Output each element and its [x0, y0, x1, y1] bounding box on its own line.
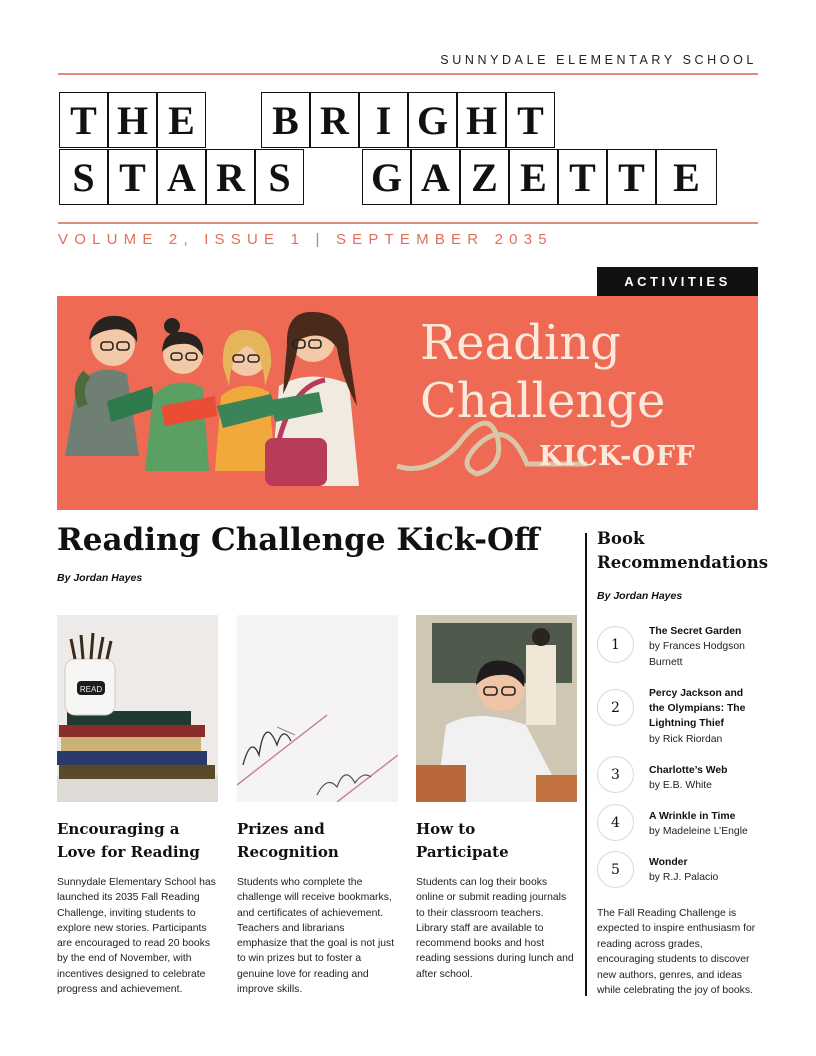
- sidebar-title-line: Recommendations: [597, 553, 769, 572]
- students-reading-illustration: [57, 296, 387, 510]
- masthead-letter: Z: [460, 149, 509, 205]
- column-title-participate: [416, 818, 586, 864]
- masthead-letter: E: [509, 149, 558, 205]
- section-tag: ACTIVITIES: [597, 267, 758, 296]
- book-title: Wonder: [649, 857, 688, 868]
- book-title: The Secret Garden: [649, 626, 742, 637]
- book-number: 5: [597, 851, 634, 888]
- book-title: Percy Jackson and the Olympians: The Lightning Thief: [649, 688, 746, 729]
- masthead-letter: I: [359, 92, 408, 148]
- sidebar-divider: [585, 533, 587, 996]
- photo-student: [416, 615, 577, 802]
- masthead: [0, 0, 816, 210]
- book-title: A Wrinkle in Time: [649, 811, 736, 822]
- masthead-letter: T: [108, 149, 157, 205]
- masthead-letter: T: [506, 92, 555, 148]
- sidebar-title-line: Book: [597, 529, 645, 548]
- article-title: Reading Challenge Kick-Off: [57, 522, 540, 558]
- column-title-line: Love for Reading: [57, 843, 200, 861]
- column-text-prizes: Students who complete the challenge will receive bookmarks, and certificates of achievement. Teachers and librarians emphasize that the goal is not just to win prizes but to foster a genuine love for reading and improve skills.: [237, 877, 395, 996]
- masthead-letter: H: [457, 92, 506, 148]
- hero-title-line2: Challenge: [420, 373, 666, 429]
- masthead-letter: T: [558, 149, 607, 205]
- masthead-letter: G: [362, 149, 411, 205]
- article-byline: By Jordan Hayes: [57, 572, 143, 584]
- hero-subtitle: KICK-OFF: [539, 441, 696, 472]
- hero-title: [420, 314, 665, 430]
- school-name: SUNNYDALE ELEMENTARY SCHOOL: [440, 53, 757, 67]
- masthead-letter: H: [108, 92, 157, 148]
- jar-label: READ: [79, 685, 103, 694]
- masthead-letter: E: [656, 149, 717, 205]
- book-number: 4: [597, 804, 634, 841]
- books-jar-image: [57, 615, 218, 802]
- book-author: by Rick Riordan: [649, 734, 723, 745]
- masthead-letter: T: [607, 149, 656, 205]
- hero-banner: [57, 296, 758, 510]
- masthead-letter: S: [255, 149, 304, 205]
- student-image: [416, 615, 577, 802]
- masthead-letter: E: [157, 92, 206, 148]
- column-text-encouraging: Sunnydale Elementary School has launched its 2035 Fall Reading Challenge, inviting students to explore new stories. Participants are encouraged to read 20 books by the end of November, with incentives designed to celebrate progress and achievement.: [57, 877, 216, 996]
- masthead-letter: A: [411, 149, 460, 205]
- book-number: 1: [597, 626, 634, 663]
- sidebar-closing: The Fall Reading Challenge is expected to inspire enthusiasm for reading across grades, encouraging students to discover new authors, genres, and ideas while celebrating the joy of books.: [597, 908, 756, 997]
- column-title-line: Prizes and: [237, 820, 325, 838]
- book-author: by Frances Hodgson Burnett: [649, 641, 745, 668]
- column-title-line: Participate: [416, 843, 509, 861]
- column-title-line: Encouraging a: [57, 820, 180, 838]
- book-author: by R.J. Palacio: [649, 872, 719, 883]
- photo-books-jar: [57, 615, 218, 802]
- book-author: by Madeleine L’Engle: [649, 826, 748, 837]
- certificate-image: [237, 615, 398, 802]
- masthead-letter: S: [59, 149, 108, 205]
- masthead-letter: A: [157, 149, 206, 205]
- book-number: 2: [597, 689, 634, 726]
- masthead-letter: R: [310, 92, 359, 148]
- book-title: Charlotte’s Web: [649, 765, 728, 776]
- sidebar-byline: By Jordan Hayes: [597, 590, 683, 602]
- column-title-prizes: [237, 818, 407, 864]
- masthead-letter: B: [261, 92, 310, 148]
- issue-line: VOLUME 2, ISSUE 1 | SEPTEMBER 2035: [58, 231, 553, 248]
- sidebar-title: [597, 527, 767, 575]
- masthead-letter: R: [206, 149, 255, 205]
- hero-title-line1: Reading: [420, 315, 621, 371]
- column-title-line: How to: [416, 820, 476, 838]
- photo-certificate: [237, 615, 398, 802]
- book-author: by E.B. White: [649, 780, 712, 791]
- header-rule-bottom: [58, 222, 758, 224]
- book-number: 3: [597, 756, 634, 793]
- column-text-participate: Students can log their books online or submit reading journals to their classroom teachers. Library staff are available to recommend books and host reading sessions during lunch and after school.: [416, 877, 574, 980]
- column-title-encouraging: [57, 818, 227, 864]
- column-title-line: Recognition: [237, 843, 339, 861]
- masthead-letter: G: [408, 92, 457, 148]
- masthead-letter: T: [59, 92, 108, 148]
